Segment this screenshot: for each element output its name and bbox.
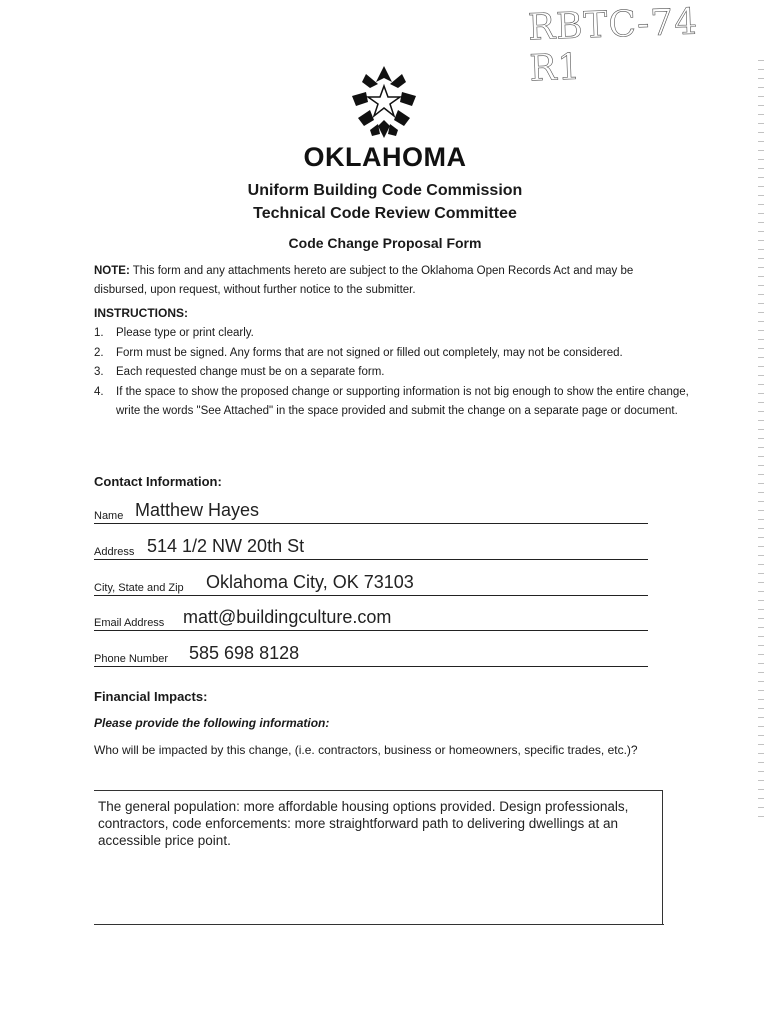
note-label: NOTE:	[94, 265, 130, 277]
field-value: matt@buildingculture.com	[183, 607, 392, 627]
instructions-list	[94, 324, 694, 422]
name-field[interactable]	[94, 499, 648, 524]
phone-field[interactable]	[94, 642, 648, 667]
field-label: Email Address	[94, 617, 165, 629]
instructions-heading: INSTRUCTIONS:	[94, 306, 188, 320]
handwritten-stamp: RBTC-74 R1	[527, 1, 699, 90]
impact-question: Who will be impacted by this change, (i.e. contractors, business or homeowners, specific trades, etc.)?	[94, 743, 638, 757]
address-field[interactable]	[94, 535, 648, 560]
field-label: City, State and Zip	[94, 582, 184, 594]
answer-box-bottom-rule	[94, 924, 664, 925]
note-text: This form and any attachments hereto are subject to the Oklahoma Open Records Act and may be disbursed, upon request, without further notice to the submitter.	[94, 265, 634, 296]
field-value: Oklahoma City, OK 73103	[206, 572, 414, 592]
field-value: Matthew Hayes	[135, 500, 260, 520]
field-value: 514 1/2 NW 20th St	[147, 536, 305, 556]
field-label: Name	[94, 510, 124, 522]
impact-answer-text: The general population: more affordable housing options provided. Design professionals, contractors, code enforcements: more straightforward path to delivering dwellings at an accessible price point.	[98, 799, 629, 848]
field-label: Phone Number	[94, 653, 168, 665]
scan-margin-marks	[758, 60, 764, 820]
city-state-zip-field[interactable]	[94, 571, 648, 596]
list-item: 3. Each requested change must be on a separate form.	[94, 366, 385, 378]
note-paragraph	[94, 262, 684, 300]
field-label: Address	[94, 546, 135, 558]
financial-prompt: Please provide the following information:	[94, 716, 330, 730]
commission-title: Uniform Building Code Commission	[247, 182, 523, 199]
list-item: 1. Please type or print clearly.	[94, 327, 254, 339]
committee-title: Technical Code Review Committee	[253, 205, 517, 222]
form-title: Code Change Proposal Form	[288, 235, 482, 251]
brand-wordmark: OKLAHOMA	[303, 142, 467, 172]
financial-heading: Financial Impacts:	[94, 689, 208, 704]
contact-heading: Contact Information:	[94, 474, 222, 489]
oklahoma-star-logo-icon	[344, 62, 424, 142]
field-value: 585 698 8128	[189, 643, 300, 663]
list-item: 4. If the space to show the proposed change or supporting information is not big enough to show the entire change, write the words "See Attached" in the space provided and submit the change on a separate page or document.	[94, 385, 689, 417]
email-field[interactable]	[94, 606, 648, 631]
list-item: 2. Form must be signed. Any forms that are not signed or filled out completely, may not be considered.	[94, 346, 623, 359]
